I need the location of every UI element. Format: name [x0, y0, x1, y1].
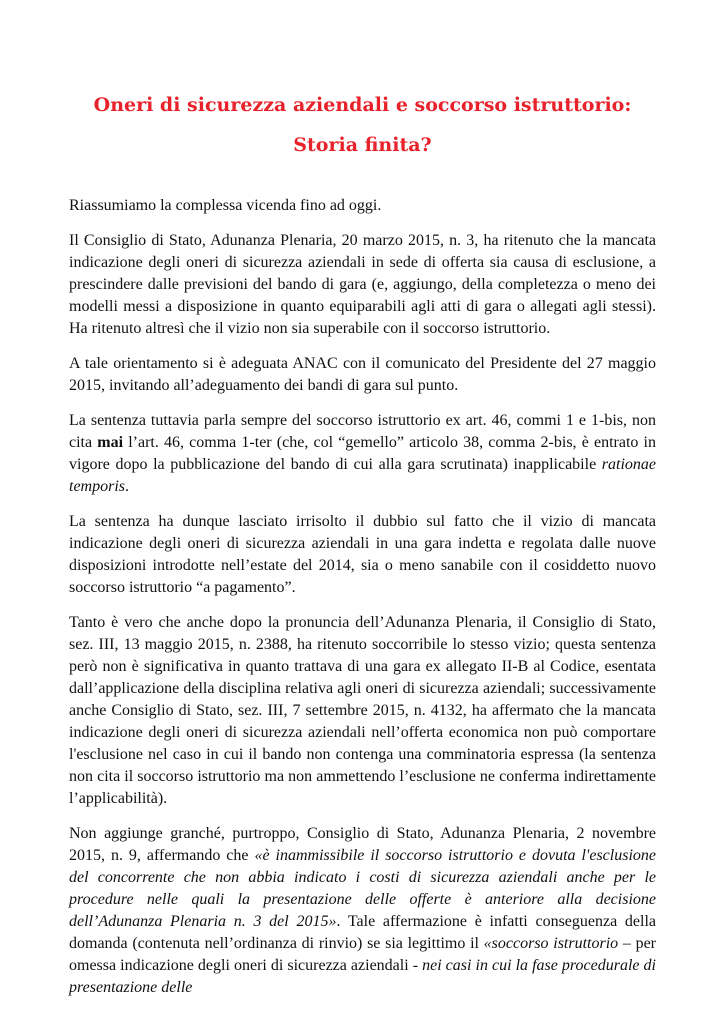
paragraph	[69, 410, 656, 498]
text-segment: rationae temporis	[69, 456, 656, 495]
text-segment: Il Consiglio di Stato, Adunanza Plenaria, 20 marzo 2015, n. 3, ha ritenuto che la mancata indicazione degli oneri di sicurezza aziendali in sede di offerta sia causa di esclusione, a prescindere dalle previsioni del bando di gara (e, aggiungo, della completezza o meno dei modelli messi a disposizione in quanto equiparabili agli atti di gara o allegati agli stessi). Ha ritenuto altresì che il vizio non sia superabile con il soccorso istruttorio.	[69, 232, 656, 337]
text-segment: Riassumiamo la complessa vicenda fino ad oggi.	[69, 197, 382, 214]
document-body	[69, 195, 656, 1012]
text-segment: La sentenza ha dunque lasciato irrisolto il dubbio sul fatto che il vizio di mancata indicazione degli oneri di sicurezza aziendali in una gara indetta e regolata dalle nuove disposizioni introdotte nell’estate del 2014, sia o meno sanabile con il cosiddetto nuovo soccorso istruttorio “a pagamento”.	[69, 513, 656, 596]
text-segment: La sentenza tuttavia parla sempre del soccorso istruttorio ex art. 46, commi 1 e 1-bis, non cita	[69, 412, 656, 451]
text-segment: Non aggiunge granché, purtroppo, Consiglio di Stato, Adunanza Plenaria, 2 novembre 2015, n. 9, affermando che	[69, 825, 656, 864]
text-segment: nei casi in cui la fase procedurale di presentazione delle	[69, 957, 656, 996]
text-segment: A tale orientamento si è adeguata ANAC con il comunicato del Presidente del 27 maggio 2015, invitando all’adeguamento dei bandi di gara sul punto.	[69, 355, 656, 394]
paragraph	[69, 230, 656, 340]
paragraph	[69, 195, 656, 217]
paragraph	[69, 353, 656, 397]
paragraph	[69, 612, 656, 810]
text-segment: «soccorso istruttorio	[483, 935, 619, 952]
paragraph	[69, 511, 656, 599]
text-segment: Tanto è vero che anche dopo la pronuncia dell’Adunanza Plenaria, il Consiglio di Stato, sez. III, 13 maggio 2015, n. 2388, ha ritenuto soccorribile lo stesso vizio; questa sentenza però non è significativa in quanto trattava di una gara ex allegato II-B al Codice, esentata dall’applicazione della disciplina relativa agli oneri di sicurezza aziendali; successivamente anche Consiglio di Stato, sez. III, 7 settembre 2015, n. 4132, ha affermato che la mancata indicazione degli oneri di sicurezza aziendali nell’offerta economica non può comportare l'esclusione nel caso in cui il bando non contenga una comminatoria espressa (la sentenza non cita il soccorso istruttorio ma non ammettendo l’esclusione ne conferma indirettamente l’applicabilità).	[69, 614, 656, 807]
text-segment: mai	[97, 434, 124, 451]
text-segment: l’art. 46, comma 1-ter (che, col “gemello” articolo 38, comma 2-bis, è entrato in vigore dopo la pubblicazione del bando di cui alla gara scrutinata) inapplicabile	[69, 434, 657, 473]
title-line-1: Oneri di sicurezza aziendali e soccorso istruttorio:	[93, 94, 632, 116]
text-segment: – per omessa indicazione degli oneri di sicurezza aziendali -	[69, 935, 656, 974]
title-line-2: Storia finita?	[293, 134, 432, 156]
paragraph	[69, 823, 656, 999]
document-title	[69, 85, 656, 165]
text-segment: .	[125, 478, 129, 495]
text-segment: «è inammissibile il soccorso istruttorio e dovuta l'esclusione del concorrente che non abbia indicato i costi di sicurezza aziendali anche per le procedure nelle quali la presentazione delle offerte è anteriore alla decisione dell’Adunanza Plenaria n. 3 del 2015»	[69, 847, 656, 930]
text-segment: . Tale affermazione è infatti conseguenza della domanda (contenuta nell’ordinanza di rinvio) se sia legittimo il	[69, 913, 657, 952]
